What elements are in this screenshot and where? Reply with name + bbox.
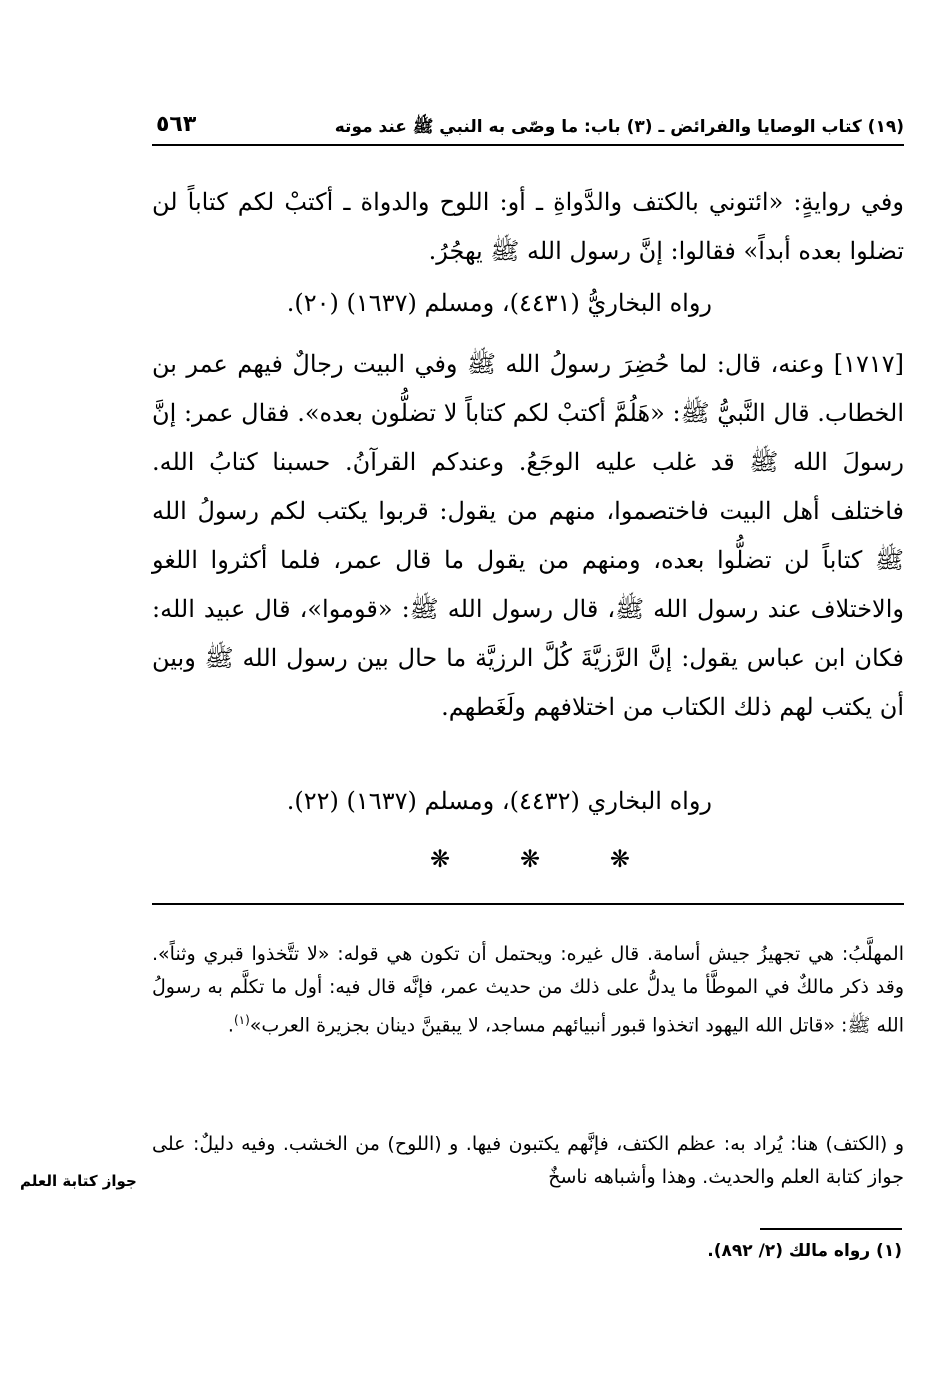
footnote-rule (760, 1228, 902, 1230)
star-ornament-icon: ❋ (519, 845, 541, 873)
hadith-1717-paragraph: [١٧١٧] وعنه، قال: لما حُضِرَ رسولُ الله ﷺ وفي البيت رجالٌ فيهم عمر بن الخطاب. قال النَّبيُّ ﷺ: «هَلُمَّ أكتبْ لكم كتاباً لا تضلُّون بعده». فقال عمر: إنَّ رسولَ الله ﷺ قد غلب عليه الوجَعُ. وعندكم القرآنُ. حسبنا كتابُ الله. فاختلف أهل البيت فاختصموا، منهم من يقول: قربوا يكتب لكم رسولُ الله ﷺ كتاباً لن تضلُّوا بعده، ومنهم من يقول ما قال عمر، فلما أكثروا اللغو والاختلاف عند رسول الله ﷺ، قال رسول الله ﷺ: «قوموا»، قال عبيد الله: فكان ابن عباس يقول: إنَّ الرَّزيَّةَ كُلَّ الرزيَّة ما حال بين رسول الله ﷺ وبين أن يكتب لهم ذلك الكتاب من اختلافهم ولَغَطهم. (152, 350, 904, 721)
section-separator (430, 845, 630, 873)
commentary-text: المهلَّبُ: هي تجهيزُ جيش أسامة. قال غيره: ويحتمل أن تكون هي قوله: «لا تتَّخذوا قبري وثناً». وقد ذكر مالكٌ في الموطَّأ ما يدلُّ على ذلك من حديث عمر، فإنَّه قال فيه: أول ما تكلَّم به رسولُ الله ﷺ: «قاتل الله اليهود اتخذوا قبور أنبيائهم مساجد، لا يبقينَّ دينان بجزيرة العرب» (152, 943, 904, 1037)
page-header (152, 112, 904, 142)
star-ornament-icon: ❋ (430, 845, 451, 873)
footnote: (١) رواه مالك (٢/ ٨٩٢). (707, 1241, 902, 1261)
hadith-reference-1: رواه البخاريُّ (٤٤٣١)، ومسلم (١٦٣٧) (٢٠). (286, 289, 712, 317)
hadith-reference-2: رواه البخاري (٤٤٣٢)، ومسلم (١٦٣٧) (٢٢). (286, 787, 712, 815)
running-title: (١٩) كتاب الوصايا والفرائض ـ (٣) باب: ما وصّى به النبي ﷺ عند موته (334, 117, 904, 137)
hadith-variant-paragraph: وفي روايةٍ: «ائتوني بالكتف والدَّواةِ ـ أو: اللوح والدواة ـ أكتبْ لكم كتاباً لن تضلوا بعده أبداً» فقالوا: إنَّ رسول الله ﷺ يهجُرُ. (152, 188, 904, 265)
commentary-end: . (227, 1014, 234, 1037)
header-rule (152, 144, 904, 146)
footnote-marker: (١) (233, 1013, 250, 1027)
commentary-paragraph-1 (152, 938, 904, 1042)
commentary-rule (152, 903, 904, 905)
page-number: ٥٦٣ (156, 112, 197, 137)
margin-note: جواز كتابة العلم (20, 1172, 137, 1190)
commentary-paragraph-2: و (الكتف) هنا: يُراد به: عظم الكتف، فإنَّهم يكتبون فيها. و (اللوح) من الخشب. وفيه دليلٌ: على جواز كتابة العلم والحديث. وهذا وأشباهه ناسخٌ (152, 1133, 904, 1188)
star-ornament-icon: ❋ (609, 845, 630, 873)
